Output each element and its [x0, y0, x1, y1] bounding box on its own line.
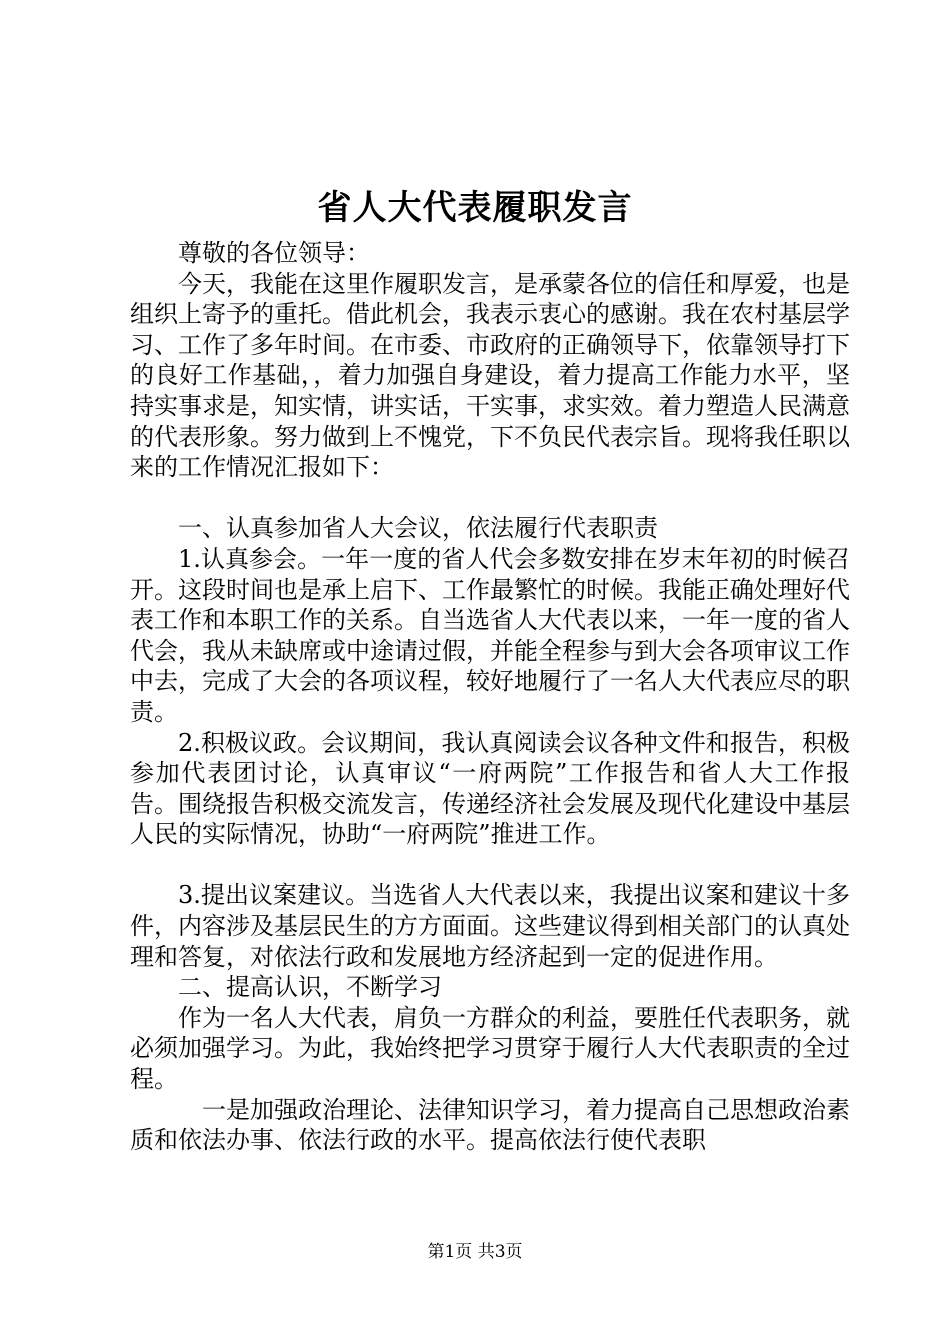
section-heading-1: 一、认真参加省人大会议，依法履行代表职责: [178, 514, 658, 543]
paragraph-2-1: 一是加强政治理论、法律知识学习，着力提高自己思想政治素质和依法办事、依法行政的水平。提高依法行使代表职: [130, 1095, 850, 1155]
salutation: 尊敬的各位领导：: [178, 239, 370, 267]
document-body: [130, 238, 850, 1156]
paragraph-1-3: 3.提出议案建议。当选省人大代表以来，我提出议案和建议十多件，内容涉及基层民生的方方面面。这些建议得到相关部门的认真处理和答复，对依法行政和发展地方经济起到一定的促进作用。: [130, 881, 850, 971]
paragraph-1-2: 2.积极议政。会议期间，我认真阅读会议各种文件和报告，积极参加代表团讨论，认真审议“一府两院”工作报告和省人大工作报告。围绕报告积极交流发言，传递经济社会发展及现代化建设中基层人民的实际情况，协助“一府两院”推进工作。: [130, 728, 850, 849]
paragraph-1-1: 1.认真参会。一年一度的省人代会多数安排在岁末年初的时候召开。这段时间也是承上启下、工作最繁忙的时候。我能正确处理好代表工作和本职工作的关系。自当选省人大代表以来，一年一度的省人代会，我从未缺席或中途请过假，并能全程参与到大会各项审议工作中去，完成了大会的各项议程，较好地履行了一名人大代表应尽的职责。: [130, 544, 850, 726]
document-title: 省人大代表履职发言: [317, 188, 633, 228]
paragraph-intro: 今天，我能在这里作履职发言，是承蒙各位的信任和厚爱，也是组织上寄予的重托。借此机会，我表示衷心的感谢。我在农村基层学习、工作了多年时间。在市委、市政府的正确领导下，依靠领导打下的良好工作基础，，着力加强自身建设，着力提高工作能力水平，坚持实事求是，知实情，讲实话，干实事，求实效。着力塑造人民满意的代表形象。努力做到上不愧党，下不负民代表宗旨。现将我任职以来的工作情况汇报如下：: [130, 269, 850, 482]
paragraph-2-intro: 作为一名人大代表，肩负一方群众的利益，要胜任代表职务，就必须加强学习。为此，我始终把学习贯穿于履行人大代表职责的全过程。: [130, 1003, 850, 1094]
page-footer: 第1页 共3页: [427, 1242, 523, 1262]
section-heading-2: 二、提高认识，不断学习: [178, 973, 442, 1002]
